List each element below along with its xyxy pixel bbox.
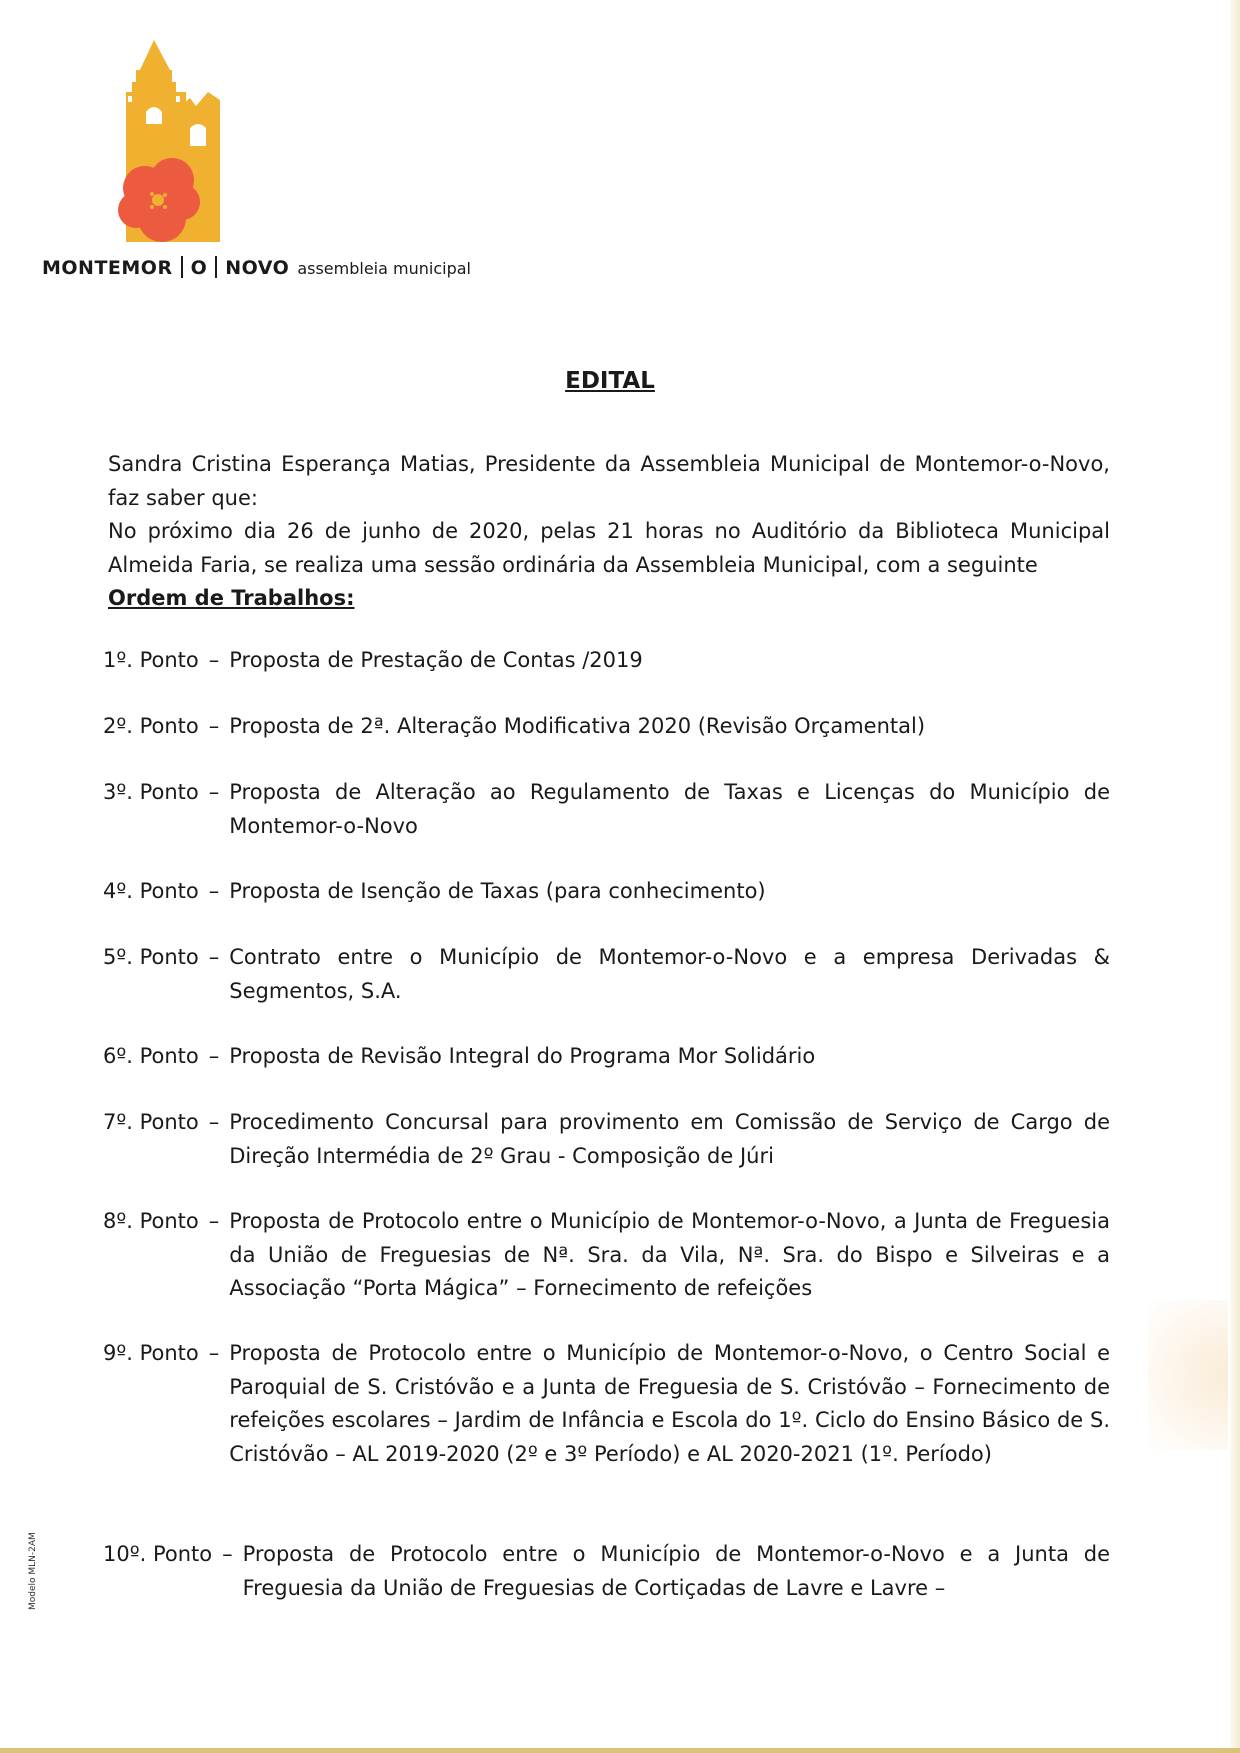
agenda-item-text: Proposta de Prestação de Contas /2019 [229, 648, 643, 672]
agenda-item-text: Proposta de Protocolo entre o Município de Montemor-o-Novo, a Junta de Freguesia da União de Freguesias de Nª. Sra. da Vila, Nª. Sra. do Bispo e Silveiras e a Associação “Porta Mágica” – Fornecimento de refeições [229, 1209, 1110, 1300]
agenda-item-label: 7º. Ponto [103, 1110, 199, 1134]
agenda-heading: Ordem de Trabalhos: [108, 586, 355, 610]
agenda-item-dash: – [208, 1209, 220, 1233]
agenda-item-text: Proposta de Isenção de Taxas (para conhecimento) [229, 879, 766, 903]
agenda-item-dash: – [222, 1542, 233, 1566]
municipal-logo [110, 40, 240, 255]
agenda-item-text: Proposta de Protocolo entre o Município de Montemor-o-Novo, o Centro Social e Paroquial de S. Cristóvão e a Junta de Freguesia de S. Cristóvão – Fornecimento de refeições escolares – Jardim de Infância e Escola do 1º. Ciclo do Ensino Básico de S. Cristóvão – AL 2019-2020 (2º e 3º Período) e AL 2020-2021 (1º. Período) [229, 1341, 1110, 1466]
agenda-item-text: Proposta de Alteração ao Regulamento de Taxas e Licenças do Município de Montemor-o-Novo [229, 780, 1110, 838]
agenda-item-label: 2º. Ponto [103, 714, 199, 738]
agenda-item [103, 1205, 1110, 1306]
model-reference-note: Modelo MLN-2AM [28, 1532, 38, 1610]
agenda-item-label: 8º. Ponto [103, 1209, 199, 1233]
agenda-item-dash: – [208, 879, 220, 903]
document-title: EDITAL [565, 368, 655, 394]
agenda-item-text: Procedimento Concursal para provimento em Comissão de Serviço de Cargo de Direção Intermédia de 2º Grau - Composição de Júri [229, 1110, 1110, 1168]
brand-name-part2: O [190, 257, 208, 279]
brand-subtitle: assembleia municipal [297, 259, 471, 278]
agenda-item-label: 5º. Ponto [103, 945, 199, 969]
agenda-item [103, 1337, 1110, 1471]
agenda-item [103, 1040, 1110, 1074]
agenda-item-text: Contrato entre o Município de Montemor-o-Novo e a empresa Derivadas & Segmentos, S.A. [229, 945, 1110, 1003]
agenda-item-label: 1º. Ponto [103, 648, 199, 672]
agenda-item-label: 6º. Ponto [103, 1044, 199, 1068]
agenda-item-dash: – [208, 1110, 220, 1134]
agenda-item-text: Proposta de Protocolo entre o Município de Montemor-o-Novo e a Junta de Freguesia da União de Freguesias de Cortiçadas de Lavre e Lavre – [242, 1542, 1110, 1600]
agenda-item [103, 875, 1110, 909]
agenda-item [103, 710, 1110, 744]
agenda-item-text: Proposta de Revisão Integral do Programa Mor Solidário [229, 1044, 816, 1068]
brand-separator [181, 256, 183, 278]
page-edge-right [1230, 0, 1240, 1753]
agenda-item-label: 10º. Ponto [103, 1542, 213, 1566]
agenda-item [103, 941, 1110, 1008]
agenda-item-label: 3º. Ponto [103, 780, 199, 804]
agenda-item-label: 4º. Ponto [103, 879, 199, 903]
agenda-item [103, 644, 1110, 678]
agenda-item [103, 1538, 1110, 1605]
brand-wordmark [42, 256, 471, 279]
agenda-item-text: Proposta de 2ª. Alteração Modificativa 2020 (Revisão Orçamental) [229, 714, 926, 738]
agenda-item [103, 1106, 1110, 1173]
intro-paragraph-1: Sandra Cristina Esperança Matias, Presidente da Assembleia Municipal de Montemor-o-Novo, faz saber que: [108, 452, 1110, 510]
brand-name-part1: MONTEMOR [42, 257, 173, 279]
page-edge-bottom [0, 1748, 1240, 1753]
agenda-item-label: 9º. Ponto [103, 1341, 199, 1365]
agenda-item-dash: – [208, 1044, 220, 1068]
agenda-item-dash: – [208, 780, 220, 804]
scan-discoloration [1148, 1300, 1228, 1450]
intro-paragraph-2: No próximo dia 26 de junho de 2020, pelas 21 horas no Auditório da Biblioteca Municipal Almeida Faria, se realiza uma sessão ordinária da Assembleia Municipal, com a seguinte [108, 519, 1110, 577]
agenda-item-dash: – [208, 648, 220, 672]
agenda-item-dash: – [208, 945, 220, 969]
agenda-item-dash: – [208, 714, 220, 738]
intro-section [108, 448, 1110, 616]
agenda-item-dash: – [208, 1341, 220, 1365]
brand-name-part3: NOVO [225, 257, 290, 279]
agenda-item [103, 776, 1110, 843]
brand-separator [215, 256, 217, 278]
